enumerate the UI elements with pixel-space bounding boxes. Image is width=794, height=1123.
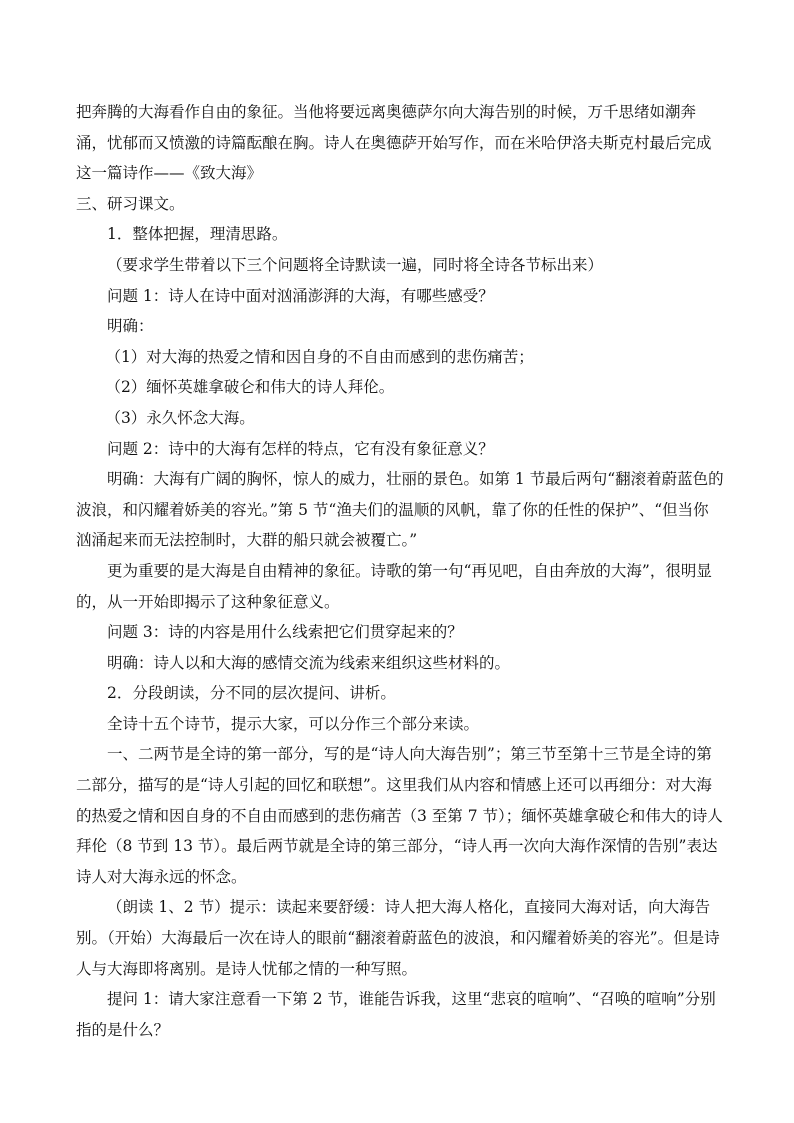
- answer-label-1: 明确：: [107, 317, 154, 336]
- paragraph-structure: 一、二两节是全诗的第一部分，写的是“诗人向大海告别”；第三节至第十三节是全诗的第二部分，描写的是“诗人引起的回忆和联想”。这里我们从内容和情感上还可以再细分：对大海的热爱之情和因自身的不自由而感到的悲伤痛苦（3 至第 7 节）；缅怀英雄拿破仑和伟大的诗人拜伦（8 节到 13 节）。最后两节就是全诗的第三部分，“诗人再一次向大海作深情的告别”表达诗人对大海永远的怀念。: [76, 745, 723, 886]
- question-3: 问题 3：诗的内容是用什么线索把它们贯穿起来的？: [107, 623, 463, 642]
- prompt-question-1: 提问 1：请大家注意看一下第 2 节，谁能告诉我，这里“悲哀的喧响”、“召唤的喧响”分别指的是什么？: [76, 990, 716, 1039]
- answer-2-continued: 更为重要的是大海是自由精神的象征。诗歌的第一句“再见吧，自由奔放的大海”，很明显的，从一开始即揭示了这种象征意义。: [76, 561, 712, 611]
- answer-item-3: （3）永久怀念大海。: [105, 408, 255, 427]
- paragraph-intro: 把奔腾的大海看作自由的象征。当他将要远离奥德萨尔向大海告别的时候，万千思绪如潮奔涌，忧郁而又愤激的诗篇酝酿在胸。诗人在奥德萨开始写作，而在米哈伊洛夫斯克村最后完成这一篇诗作——《致大海》: [76, 103, 712, 183]
- answer-3: 明确：诗人以和大海的感情交流为线索来组织这些材料的。: [107, 653, 511, 672]
- subheading-2: 2．分段朗读，分不同的层次提问、讲析。: [107, 684, 396, 703]
- question-2: 问题 2：诗中的大海有怎样的特点，它有没有象征意义？: [107, 439, 494, 458]
- answer-item-2: （2）缅怀英雄拿破仑和伟大的诗人拜伦。: [105, 378, 395, 397]
- instruction-note: （要求学生带着以下三个问题将全诗默读一遍，同时将全诗各节标出来）: [107, 255, 604, 274]
- answer-2: 明确：大海有广阔的胸怀，惊人的威力，壮丽的景色。如第 1 节最后两句“翻滚着蔚蓝色的波浪，和闪耀着娇美的容光。”第 5 节“渔夫们的温顺的风帆，靠了你的任性的保护”、“但当你汹涌起来而无法控制时，大群的船只就会被覆亡。”: [76, 470, 724, 550]
- answer-item-1: （1）对大海的热爱之情和因自身的不自由而感到的悲伤痛苦；: [105, 347, 534, 366]
- section-heading-3: 三、研习课文。: [76, 194, 185, 213]
- question-1: 问题 1：诗人在诗中面对汹涌澎湃的大海，有哪些感受？: [107, 286, 494, 305]
- paragraph-structure-intro: 全诗十五个诗节，提示大家，可以分作三个部分来读。: [107, 714, 480, 733]
- paragraph-reading-tip: （朗读 1、2 节）提示：读起来要舒缓：诗人把大海人格化，直接同大海对话，向大海告别。（开始）大海最后一次在诗人的眼前“翻滚着蔚蓝色的波浪，和闪耀着娇美的容光”。但是诗人与大海即将离别。是诗人忧郁之情的一种写照。: [76, 898, 720, 978]
- subheading-1: 1．整体把握，理清思路。: [107, 225, 288, 244]
